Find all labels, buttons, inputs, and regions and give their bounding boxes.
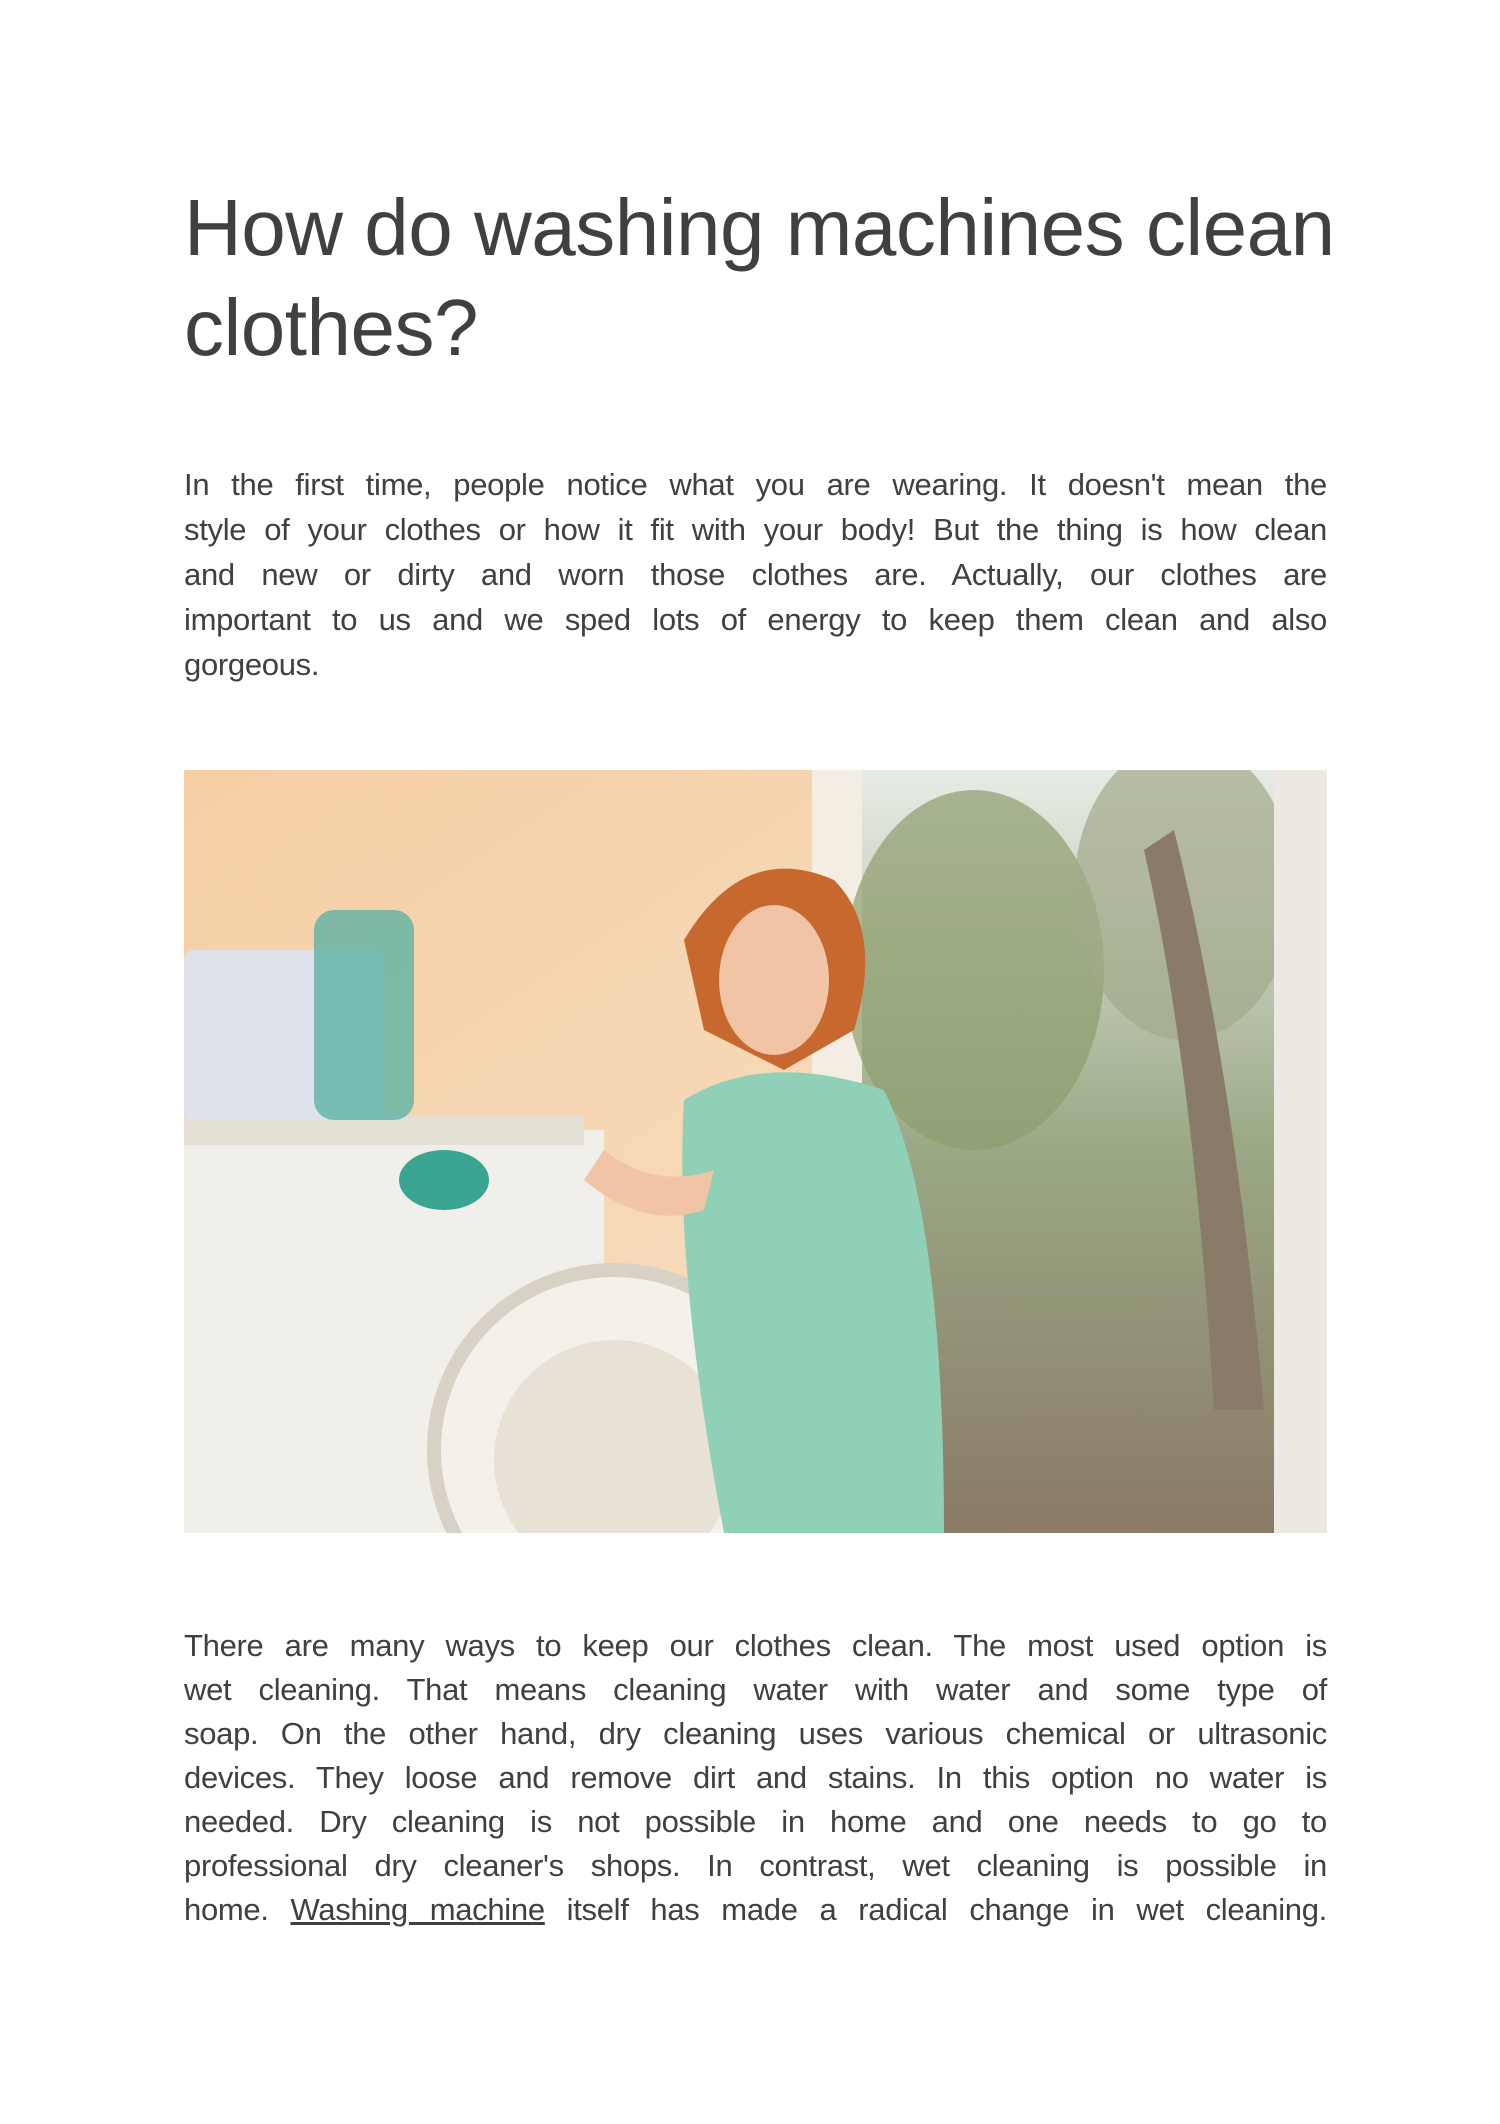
text-fragment: home. <box>184 1892 291 1927</box>
text-line: There are many ways to keep our clothes clean. The most used option is <box>184 1628 1327 1663</box>
text-line <box>184 1888 1327 1932</box>
body-paragraph <box>184 1624 1327 1932</box>
text-line: and new or dirty and worn those clothes are. Actually, our clothes are <box>184 557 1327 592</box>
text-line: gorgeous. <box>184 647 320 682</box>
washing-machine-link[interactable]: Washing machine <box>290 1892 545 1927</box>
text-line: wet cleaning. That means cleaning water with water and some type of <box>184 1672 1327 1707</box>
text-line: professional dry cleaner's shops. In contrast, wet cleaning is possible in <box>184 1848 1327 1883</box>
laundry-illustration <box>184 770 1327 1533</box>
text-line: needed. Dry cleaning is not possible in home and one needs to go to <box>184 1804 1327 1839</box>
laundry-photo <box>184 770 1327 1533</box>
text-fragment: itself has made a radical change in wet cleaning. <box>544 1892 1327 1927</box>
intro-paragraph <box>184 462 1327 687</box>
page-title: How do washing machines clean clothes? <box>184 183 1335 372</box>
text-line: soap. On the other hand, dry cleaning uses various chemical or ultrasonic <box>184 1716 1327 1751</box>
text-line: important to us and we sped lots of energy to keep them clean and also <box>184 602 1327 637</box>
text-line: style of your clothes or how it fit with your body! But the thing is how clean <box>184 512 1327 547</box>
text-line: devices. They loose and remove dirt and stains. In this option no water is <box>184 1760 1327 1795</box>
text-line: In the first time, people notice what you are wearing. It doesn't mean the <box>184 467 1327 502</box>
